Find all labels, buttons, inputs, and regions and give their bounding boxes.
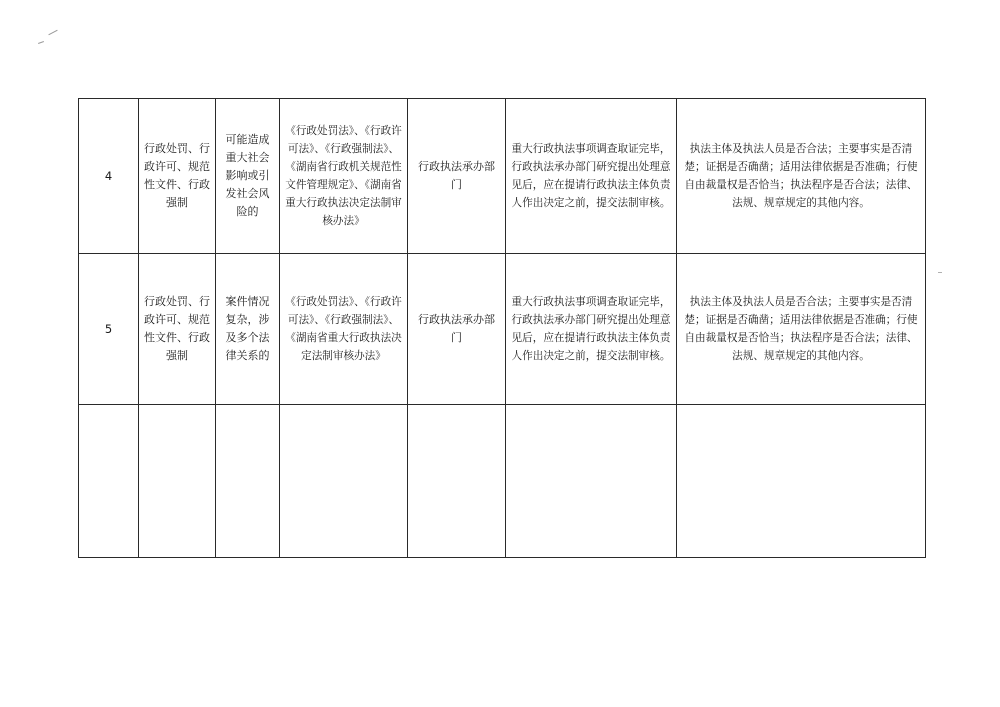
legal-basis-cell: 《行政处罚法》、《行政许可法》、《行政强制法》、《湖南省重大行政执法决定法制审核办法》 <box>280 254 408 405</box>
row-number-cell <box>79 405 139 558</box>
review-content-cell: 执法主体及执法人员是否合法；主要事实是否清楚；证据是否确凿；适用法律依据是否准确；行使自由裁量权是否恰当；执法程序是否合法；法律、法规、规章规定的其他内容。 <box>677 99 926 254</box>
condition-cell: 案件情况复杂，涉及多个法律关系的 <box>216 254 280 405</box>
review-content-cell: 执法主体及执法人员是否合法；主要事实是否清楚；证据是否确凿；适用法律依据是否准确；行使自由裁量权是否恰当；执法程序是否合法；法律、法规、规章规定的其他内容。 <box>677 254 926 405</box>
scan-edge-mark <box>938 272 942 273</box>
review-content-cell <box>677 405 926 558</box>
category-cell: 行政处罚、行政许可、规范性文件、行政强制 <box>139 254 216 405</box>
department-cell: 行政执法承办部门 <box>408 254 506 405</box>
category-cell <box>139 405 216 558</box>
scan-artifact-mark <box>34 28 60 50</box>
procedure-cell: 重大行政执法事项调查取证完毕，行政执法承办部门研究提出处理意见后，应在提请行政执法主体负责人作出决定之前，提交法制审核。 <box>506 99 677 254</box>
condition-cell <box>216 405 280 558</box>
procedure-cell <box>506 405 677 558</box>
row-number-cell: 5 <box>79 254 139 405</box>
procedure-cell: 重大行政执法事项调查取证完毕，行政执法承办部门研究提出处理意见后，应在提请行政执法主体负责人作出决定之前，提交法制审核。 <box>506 254 677 405</box>
table-row <box>79 99 926 254</box>
department-cell: 行政执法承办部门 <box>408 99 506 254</box>
table-row <box>79 405 926 558</box>
legal-basis-cell: 《行政处罚法》、《行政许可法》、《行政强制法》、《湖南省行政机关规范性文件管理规定》、《湖南省重大行政执法决定法制审核办法》 <box>280 99 408 254</box>
legal-basis-cell <box>280 405 408 558</box>
condition-cell: 可能造成重大社会影响或引发社会风险的 <box>216 99 280 254</box>
row-number-cell: 4 <box>79 99 139 254</box>
category-cell: 行政处罚、行政许可、规范性文件、行政强制 <box>139 99 216 254</box>
legal-review-table <box>78 98 926 558</box>
department-cell <box>408 405 506 558</box>
table-row <box>79 254 926 405</box>
